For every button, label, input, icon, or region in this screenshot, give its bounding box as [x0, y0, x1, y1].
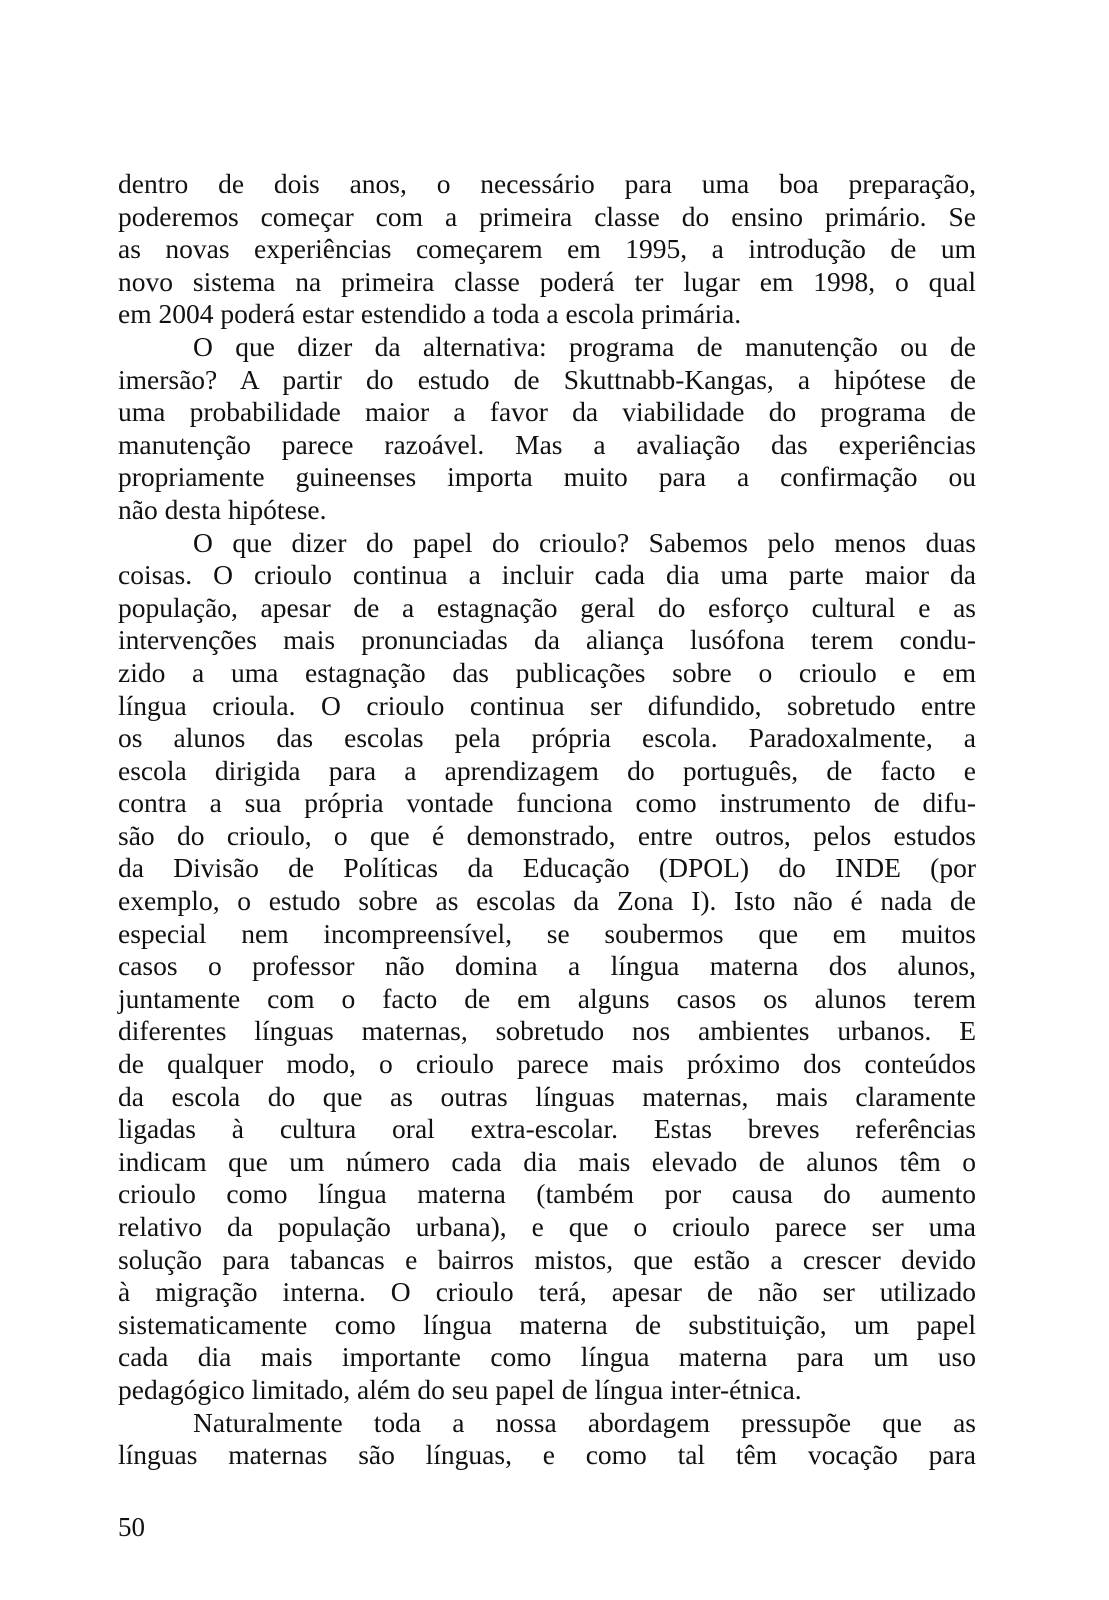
text-line: solução para tabancas e bairros mistos, que estão a crescer devido [118, 1243, 976, 1275]
text-line: dentro de dois anos, o necessário para uma boa preparação, [118, 168, 976, 199]
text-line: são do crioulo, o que é demonstrado, entre outros, pelos estudos [118, 819, 976, 851]
text-line: as novas experiências começarem em 1995, a introdução de um [118, 233, 976, 265]
paragraph [118, 527, 976, 1407]
text-line: intervenções mais pronunciadas da aliança lusófona terem condu- [118, 624, 976, 656]
text-line: os alunos das escolas pela própria escola. Paradoxalmente, a [118, 722, 976, 754]
text-line: imersão? A partir do estudo de Skuttnabb-Kangas, a hipótese de [118, 363, 976, 395]
text-line: indicam que um número cada dia mais elevado de alunos têm o [118, 1145, 976, 1177]
body-text [118, 168, 976, 1472]
text-line: população, apesar de a estagnação geral do esforço cultural e as [118, 591, 976, 623]
text-line: crioulo como língua materna (também por causa do aumento [118, 1178, 976, 1210]
text-line: pedagógico limitado, além do seu papel de língua inter-étnica. [118, 1373, 802, 1405]
text-line: novo sistema na primeira classe poderá ter lugar em 1998, o qual [118, 265, 976, 297]
text-line: O que dizer da alternativa: programa de manutenção ou de [193, 330, 976, 362]
text-line: diferentes línguas maternas, sobretudo nos ambientes urbanos. E [118, 1015, 976, 1047]
text-line: relativo da população urbana), e que o crioulo parece ser uma [118, 1211, 976, 1242]
text-line: à migração interna. O crioulo terá, apesar de não ser utilizado [118, 1276, 976, 1308]
text-line: línguas maternas são línguas, e como tal têm vocação para [118, 1439, 976, 1471]
text-line: O que dizer do papel do crioulo? Sabemos pelo menos duas [193, 526, 976, 558]
text-line: cada dia mais importante como língua materna para um uso [118, 1341, 976, 1373]
text-line: contra a sua própria vontade funciona como instrumento de difu- [118, 787, 976, 819]
text-line: Naturalmente toda a nossa abordagem pressupõe que as [193, 1406, 976, 1438]
paragraph [118, 331, 976, 527]
text-line: da escola do que as outras línguas maternas, mais claramente [118, 1080, 976, 1112]
paragraph [118, 1407, 976, 1472]
text-line: língua crioula. O crioulo continua ser difundido, sobretudo entre [118, 689, 976, 721]
text-line: ligadas à cultura oral extra-escolar. Estas breves referências [118, 1113, 976, 1145]
page-number: 50 [118, 1512, 145, 1542]
text-line: poderemos começar com a primeira classe do ensino primário. Se [118, 200, 976, 232]
text-line: casos o professor não domina a língua materna dos alunos, [118, 950, 976, 982]
text-line: escola dirigida para a aprendizagem do português, de facto e [118, 754, 976, 786]
text-line: exemplo, o estudo sobre as escolas da Zona I). Isto não é nada de [118, 885, 976, 917]
text-line: de qualquer modo, o crioulo parece mais próximo dos conteúdos [118, 1048, 976, 1080]
text-line: manutenção parece razoável. Mas a avaliação das experiências [118, 428, 976, 460]
text-line: especial nem incompreensível, se soubermos que em muitos [118, 917, 976, 949]
text-line: zido a uma estagnação das publicações sobre o crioulo e em [118, 656, 976, 688]
text-line: juntamente com o facto de em alguns casos os alunos terem [118, 982, 976, 1014]
paragraph [118, 168, 976, 331]
text-line: da Divisão de Políticas da Educação (DPOL) do INDE (por [118, 852, 976, 884]
text-line: não desta hipótese. [118, 493, 327, 525]
text-line: uma probabilidade maior a favor da viabilidade do programa de [118, 396, 976, 428]
text-line: coisas. O crioulo continua a incluir cada dia uma parte maior da [118, 559, 976, 591]
text-line: em 2004 poderá estar estendido a toda a escola primária. [118, 298, 742, 330]
text-line: propriamente guineenses importa muito para a confirmação ou [118, 461, 976, 493]
text-line: sistematicamente como língua materna de substituição, um papel [118, 1308, 976, 1340]
